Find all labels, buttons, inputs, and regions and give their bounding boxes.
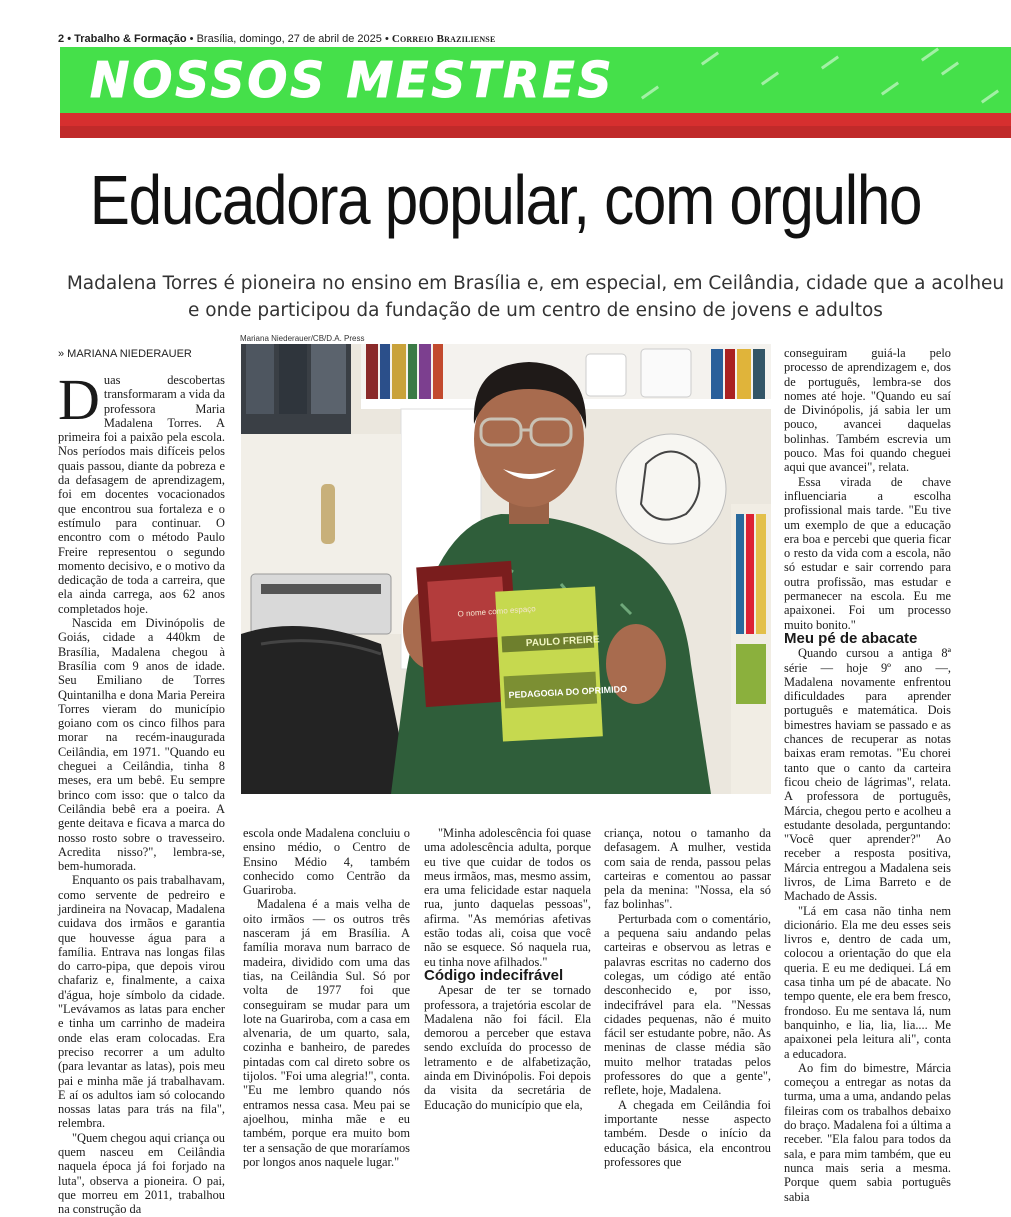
article-column-5 xyxy=(784,346,951,1204)
article-paragraph: "Minha adolescência foi quase uma adolescência adulta, porque eu tive que cuidar de todos os meus irmãos, mas, mesmo assim, era uma felicidade estar naquela rua, junto daquelas pessoas", afirma. "As memórias afetivas estão todas ali, coisa que você não se esquece. Só naquela rua, eu tinha nove afilhados." xyxy=(424,826,591,969)
article-column-4 xyxy=(604,826,771,1169)
photo-illustration xyxy=(241,344,771,794)
article-paragraph: Duas descobertas transformaram a vida da professora Maria Madalena Torres. A primeira foi a paixão pela escola. Nos períodos mais difíceis pelos quais passou, diante da pobreza e da defasagem de aprendizagem, foi em docentes vocacionados que encontrou sua fortaleza e o estímulo para continuar. O encontro com o método Paulo Freire representou o segundo momento decisivo, e o motivo da dedicação de toda a carreira, que ela ainda carrega, aos 62 anos completados hoje. xyxy=(58,367,225,616)
newspaper-name: Correio Braziliense xyxy=(391,33,496,45)
page-folio: 2 • Trabalho & Formação • Brasília, domingo, 27 de abril de 2025 • Correio Braziliense xyxy=(58,33,496,45)
article-paragraph: Ao fim do bimestre, Márcia começou a entregar as notas da turma, uma a uma, andando pelas fileiras com os trabalhos debaixo do braço. Madalena foi a última a receber. "Ela falou para todos da sala, e para mim também, que eu nunca mais seria a mesma. Porque quem sabia português sabia xyxy=(784,1060,951,1204)
deck: Madalena Torres é pioneira no ensino em Brasília e, em especial, em Ceilândia, cidade que a acolheu e onde participou da fundação de um centro de ensino de jovens e adultos xyxy=(66,273,1005,321)
article-paragraph: A chegada em Ceilândia foi importante nesse aspecto também. Desde o início da educação básica, ela encontrou professores que xyxy=(604,1097,771,1169)
article-paragraph: criança, notou o tamanho da defasagem. A mulher, vestida com saia de renda, passou pelas carteiras e comentou ao passar pela da menina: "Nossa, ela só faz bolinhas". xyxy=(604,826,771,912)
dateline: Brasília, domingo, 27 de abril de 2025 xyxy=(196,33,382,45)
book2-author: PAULO FREIRE xyxy=(525,634,600,650)
drop-cap: D xyxy=(58,367,100,432)
subheading-meu-pe-de-abacate: Meu pé de abacate xyxy=(784,629,918,647)
page-number: 2 xyxy=(58,33,65,45)
article-paragraph: escola onde Madalena concluiu o ensino médio, o Centro de Ensino Médio 4, também conhecido como Centrão da Guariroba. xyxy=(243,826,410,898)
article-paragraph: Nascida em Divinópolis de Goiás, cidade a 440km de Brasília, Madalena chegou à Brasília com 9 anos de idade. Seu Emiliano de Torres Quintanilha e dona Maria Pereira Torres vieram do município goiano com os cinco filhos para morar na recém-inaugurada Ceilândia, em 1971. "Quando eu cheguei a Ceilândia, tinha 8 meses, era um bebê. Eu sempre brinco com isso: que o talco da Ceilândia bebê era a poeira. A gente deitava e ficava a marca do nosso rosto sobre o travesseiro. Acredita nisso?", lembra-se, bem-humorada. xyxy=(58,616,225,874)
article-column-3 xyxy=(424,826,591,1146)
book1-cover-text: O nome como espaço xyxy=(457,604,536,619)
subheading-codigo-indecifravel: Código indecifrável xyxy=(424,966,564,984)
article-paragraph: conseguiram guiá-la pelo processo de aprendizagem e, dos de português, lembra-se dos nomes até hoje. "Quando eu saí de Divinópolis, já sabia ler um pouco, avancei daquelas bolinhas. Também escrevia um pouco. Mas foi quando cheguei aqui que avancei", relata. xyxy=(784,346,951,475)
article-paragraph: Enquanto os pais trabalhavam, como servente de pedreiro e jardineira na Novacap, Madalena cuidava dos irmãos e garantia que houvesse água para a família. Entrava nas longas filas do carro-pipa, que depois virou chafariz e, finalmente, a caixa d'água, hoje símbolo da cidade. "Levávamos as latas para encher e tinha um carrinho de madeira onde elas eram colocadas. Era preciso recorrer a um adulto (para levantar as latas), pois meu pai e minha mãe já trabalhavam. E aí os adultos iam só colocando nossas latas para trás na fila", relembra. xyxy=(58,873,225,1131)
article-paragraph: "Lá em casa não tinha nem dicionário. Ela me deu esses seis livros e, dentro de cada um, colocou a orientação do que ela queria. E eu me dediquei. Lá em casa tinha um pé de abacate. No tempo quente, ele era bem fresco, frondoso. Eu me sentava lá, num banquinho, e lia, lia, lia.... Me apaixonei pela leitura ali", conta a educadora. xyxy=(784,903,951,1061)
article-column-1 xyxy=(58,367,225,1217)
article-paragraph: "Quem chegou aqui criança ou quem nasceu em Ceilândia naquela época já foi forjado na luta", observa a pioneira. O pai, que morreu em 2011, trabalhou na construção da xyxy=(58,1130,225,1217)
article-paragraph: Apesar de ter se tornado professora, a trajetória escolar de Madalena não foi fácil. Ela demorou a perceber que estava sendo excluída do processo de letramento e de alfabetização, ainda em Divinópolis. Foi depois da visita da secretária de Educação do município que ela, xyxy=(424,983,591,1112)
article-paragraph: Perturbada com o comentário, a pequena saiu andando pelas carteiras e observou as letras e palavras escritas no caderno dos colegas, um código até então desconhecido e, por isso, indecifrável para ela. "Nessas cidades pequenas, não é muito fácil ser estudante pobre, não. As meninas de classe média são muito melhor tratadas pelos professores do que a gente", reflete, hoje, Madalena. xyxy=(604,911,771,1098)
byline: » MARIANA NIEDERAUER xyxy=(58,348,192,360)
banner-title: NOSSOS MESTRES xyxy=(90,51,615,110)
banner-red-stripe xyxy=(60,113,1011,126)
article-photo xyxy=(241,344,771,794)
article-paragraph: Madalena é a mais velha de oito irmãos — os outros três nasceram já em Brasília. A família morava num barraco de madeira, dividido com uma das tias, na Ceilândia Sul. Só por volta de 1977 foi que conseguiram se mudar para um lote na Guariroba, com a casa em alvenaria, de um quarto, sala, cozinha e banheiro, de paredes pintadas com cal direto sobre os tijolos. "Foi uma alegria!", conta. "Eu me lembro quando nós entramos nessa casa. Meu pai se ajoelhou, minha mãe e eu também, porque era muito bom ter a sensação de que moraríamos por longos anos naquele lugar." xyxy=(243,897,410,1169)
article-column-2 xyxy=(243,826,410,1169)
book2-title: PEDAGOGIA DO OPRIMIDO xyxy=(508,683,628,701)
article-paragraph: Essa virada de chave influenciaria a escolha profissional mais tarde. "Eu tive um exemplo de que a educação era boa e percebi que queria ficar o resto da vida com a escola, não só estudar e sair correndo para outra profissão, mas estudar e permanecer na escola. Eu me apaixonei. Foi um processo muito bonito." xyxy=(784,474,951,632)
article-paragraph: Quando cursou a antiga 8ª série — hoje 9º ano —, Madalena novamente enfrentou dificuldades para aprender português e matemática. Dois bimestres haviam se passado e as chances de recuperar as notas baixas eram remotas. "Eu chorei tanto que o canto da carteira ficou cheio de lágrimas", relata. A professora de português, Márcia, chegou perto e acolheu a estudante desolada, perguntando: "Você quer aprender?" Ao receber a resposta positiva, Márcia entregou a Madalena seis livros, de Lima Barreto e de Machado de Assis. xyxy=(784,646,951,904)
headline: Educadora popular, com orgulho xyxy=(89,161,922,239)
banner-red-stripe-lower xyxy=(60,126,1011,138)
photo-credit: Mariana Niederauer/CB/D.A. Press xyxy=(240,334,365,343)
section-name: Trabalho & Formação xyxy=(74,33,187,45)
section-banner xyxy=(60,47,1011,113)
